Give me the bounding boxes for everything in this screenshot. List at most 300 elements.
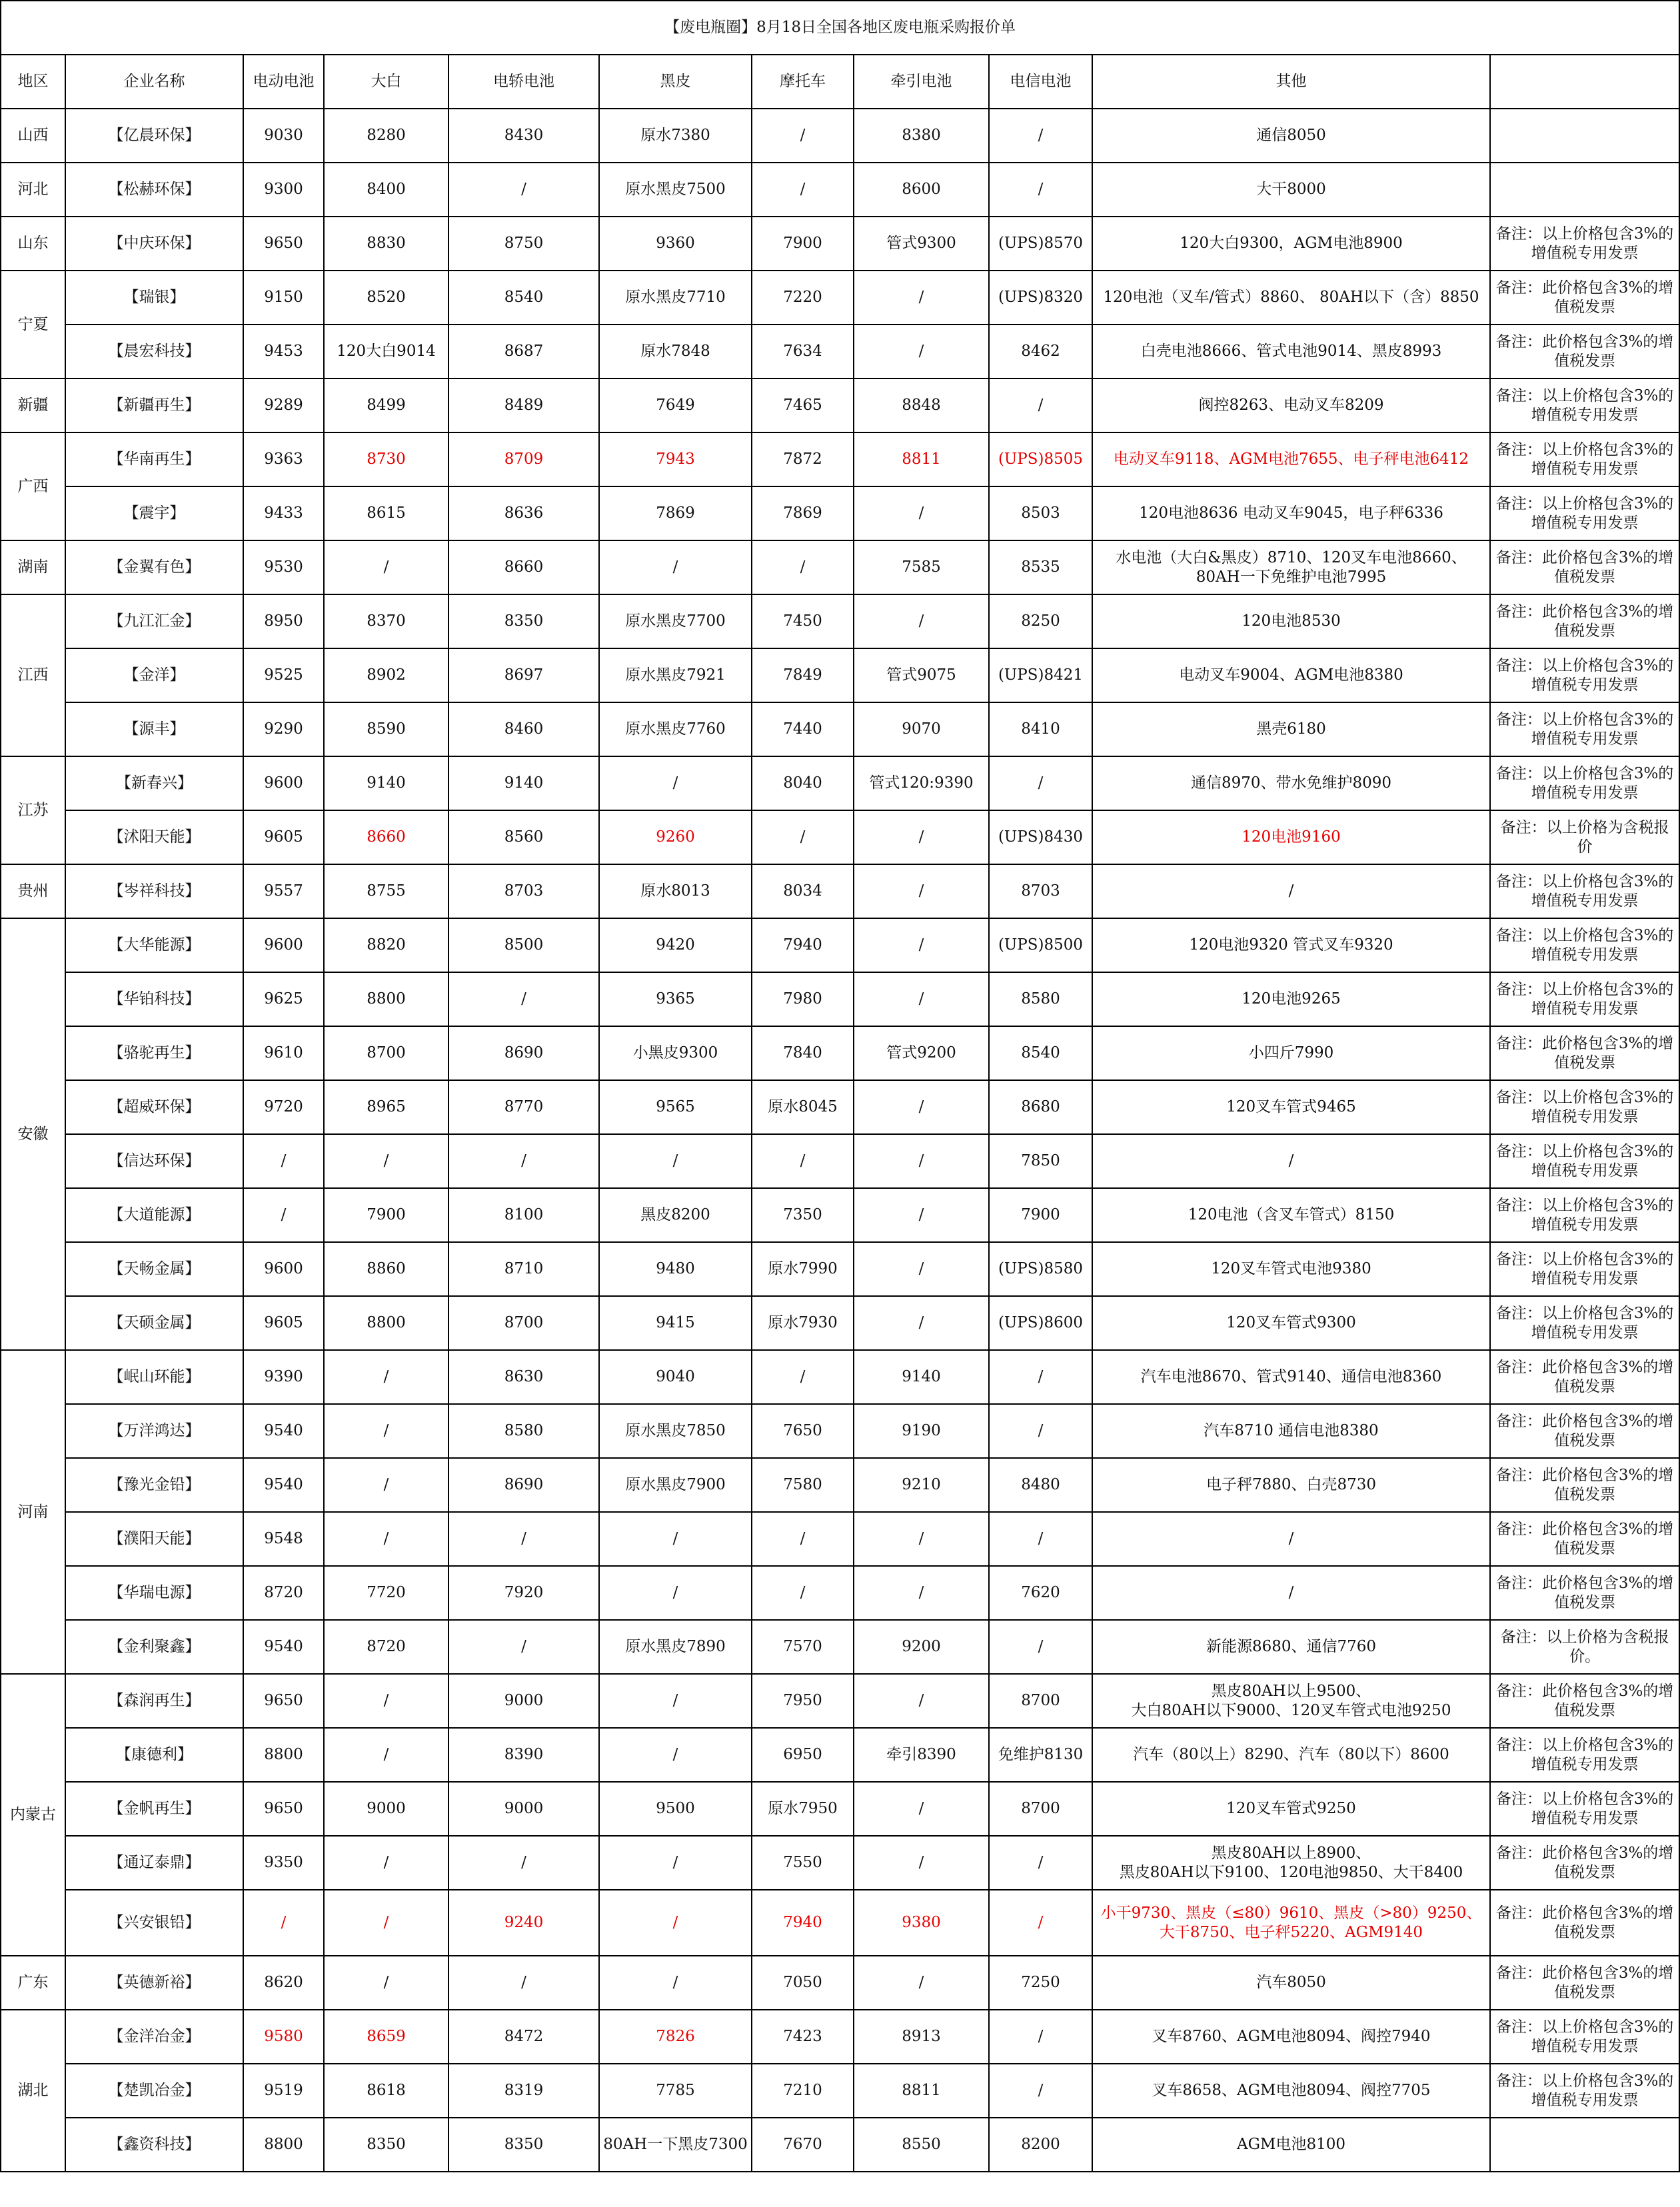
table-row	[1, 1188, 1679, 1242]
price-cell-telecom: (UPS)8421	[989, 648, 1092, 702]
price-cell-traction: 9380	[854, 1890, 989, 1956]
price-cell-traction: 9200	[854, 1620, 989, 1674]
price-cell-heipi: /	[599, 1512, 752, 1566]
price-cell-car-battery: 8489	[448, 378, 599, 432]
note-cell: 备注：以上价格包含3%的增值税专用发票	[1490, 1296, 1679, 1350]
note-cell: 备注：以上价格包含3%的增值税专用发票	[1490, 432, 1679, 486]
price-cell-car-battery: 8500	[448, 918, 599, 972]
note-cell: 备注：以上价格包含3%的增值税专用发票	[1490, 217, 1679, 271]
price-cell-car-battery: 7920	[448, 1566, 599, 1620]
company-name-cell: 【超威环保】	[65, 1080, 243, 1134]
note-cell: 备注：此价格包含3%的增值税发票	[1490, 1566, 1679, 1620]
price-cell-other: 120电池（叉车/管式）8860、 80AH以下（含）8850	[1092, 271, 1490, 325]
price-cell-motorcycle: 8040	[752, 756, 854, 810]
price-cell-motorcycle: /	[752, 163, 854, 217]
price-cell-ev-battery: 9605	[243, 1296, 324, 1350]
table-row	[1, 1350, 1679, 1404]
company-name-cell: 【亿晨环保】	[65, 109, 243, 163]
region-cell: 安徽	[1, 918, 65, 1350]
price-cell-other: AGM电池8100	[1092, 2118, 1490, 2172]
price-cell-heipi: 9480	[599, 1242, 752, 1296]
price-cell-telecom: /	[989, 1350, 1092, 1404]
company-name-cell: 【鑫资科技】	[65, 2118, 243, 2172]
company-name-cell: 【濮阳天能】	[65, 1512, 243, 1566]
company-name-cell: 【华南再生】	[65, 432, 243, 486]
price-cell-other: 黑壳6180	[1092, 702, 1490, 756]
note-cell: 备注：以上价格包含3%的增值税专用发票	[1490, 2010, 1679, 2064]
note-cell: 备注：以上价格包含3%的增值税专用发票	[1490, 648, 1679, 702]
price-cell-telecom: /	[989, 1620, 1092, 1674]
price-cell-heipi: 原水7848	[599, 325, 752, 378]
price-cell-heipi: 9365	[599, 972, 752, 1026]
price-cell-telecom: 8462	[989, 325, 1092, 378]
table-row	[1, 1620, 1679, 1674]
price-cell-car-battery: 8540	[448, 271, 599, 325]
note-cell: 备注：以上价格包含3%的增值税专用发票	[1490, 2064, 1679, 2118]
note-cell: 备注：以上价格包含3%的增值税专用发票	[1490, 1080, 1679, 1134]
price-cell-traction: /	[854, 1566, 989, 1620]
price-cell-car-battery: /	[448, 1512, 599, 1566]
price-cell-traction: /	[854, 972, 989, 1026]
price-cell-heipi: 7649	[599, 378, 752, 432]
company-name-cell: 【英德新裕】	[65, 1956, 243, 2010]
price-cell-motorcycle: 6950	[752, 1728, 854, 1782]
company-name-cell: 【瑞银】	[65, 271, 243, 325]
note-cell: 备注：此价格包含3%的增值税发票	[1490, 1350, 1679, 1404]
price-cell-telecom: 8480	[989, 1458, 1092, 1512]
company-name-cell: 【骆驼再生】	[65, 1026, 243, 1080]
price-cell-telecom: /	[989, 1890, 1092, 1956]
note-cell: 备注：以上价格包含3%的增值税专用发票	[1490, 1188, 1679, 1242]
price-cell-ev-battery: 9540	[243, 1404, 324, 1458]
price-cell-ev-battery: 9519	[243, 2064, 324, 2118]
table-row	[1, 540, 1679, 594]
note-cell: 备注：以上价格包含3%的增值税专用发票	[1490, 918, 1679, 972]
note-cell: 备注：此价格包含3%的增值税发票	[1490, 1512, 1679, 1566]
price-cell-dabai: /	[324, 1728, 448, 1782]
price-cell-motorcycle: 7940	[752, 918, 854, 972]
price-cell-heipi: 原水黑皮7921	[599, 648, 752, 702]
price-cell-traction: 管式9200	[854, 1026, 989, 1080]
price-cell-other: 120电池8530	[1092, 594, 1490, 648]
price-cell-heipi: 原水7380	[599, 109, 752, 163]
price-cell-ev-battery: 9453	[243, 325, 324, 378]
price-cell-motorcycle: 原水8045	[752, 1080, 854, 1134]
company-name-cell: 【晨宏科技】	[65, 325, 243, 378]
price-cell-ev-battery: 9625	[243, 972, 324, 1026]
price-cell-heipi: 7785	[599, 2064, 752, 2118]
price-cell-traction: 9190	[854, 1404, 989, 1458]
price-cell-heipi: /	[599, 1836, 752, 1890]
price-cell-dabai: 8700	[324, 1026, 448, 1080]
price-cell-dabai: 8520	[324, 271, 448, 325]
price-cell-car-battery: 8660	[448, 540, 599, 594]
price-cell-ev-battery: 9433	[243, 486, 324, 540]
price-cell-motorcycle: 7550	[752, 1836, 854, 1890]
region-cell: 广西	[1, 432, 65, 540]
price-cell-other: 通信8050	[1092, 109, 1490, 163]
price-cell-other: 120叉车管式9300	[1092, 1296, 1490, 1350]
price-cell-car-battery: 8690	[448, 1026, 599, 1080]
price-cell-heipi: 9360	[599, 217, 752, 271]
price-cell-other: 120叉车管式9465	[1092, 1080, 1490, 1134]
note-cell: 备注：以上价格包含3%的增值税专用发票	[1490, 378, 1679, 432]
table-row	[1, 756, 1679, 810]
price-cell-heipi: 80AH一下黑皮7300	[599, 2118, 752, 2172]
price-cell-motorcycle: 7423	[752, 2010, 854, 2064]
price-cell-telecom: /	[989, 163, 1092, 217]
price-cell-motorcycle: 7570	[752, 1620, 854, 1674]
price-cell-motorcycle: 8034	[752, 864, 854, 918]
price-cell-telecom: /	[989, 2010, 1092, 2064]
price-cell-heipi: 原水黑皮7700	[599, 594, 752, 648]
price-cell-car-battery: 8430	[448, 109, 599, 163]
table-row	[1, 1566, 1679, 1620]
price-cell-other: 汽车8710 通信电池8380	[1092, 1404, 1490, 1458]
price-cell-telecom: (UPS)8430	[989, 810, 1092, 864]
price-cell-dabai: 8350	[324, 2118, 448, 2172]
col-header-other: 其他	[1092, 55, 1490, 109]
price-cell-car-battery: 8580	[448, 1404, 599, 1458]
price-cell-ev-battery: /	[243, 1890, 324, 1956]
price-cell-traction: 管式9075	[854, 648, 989, 702]
price-cell-ev-battery: 9350	[243, 1836, 324, 1890]
price-cell-heipi: /	[599, 1134, 752, 1188]
price-cell-traction: 管式9300	[854, 217, 989, 271]
price-cell-car-battery: 8100	[448, 1188, 599, 1242]
company-name-cell: 【信达环保】	[65, 1134, 243, 1188]
price-cell-heipi: 7826	[599, 2010, 752, 2064]
price-cell-motorcycle: 7869	[752, 486, 854, 540]
note-cell: 备注：以上价格包含3%的增值税专用发票	[1490, 864, 1679, 918]
price-cell-telecom: /	[989, 756, 1092, 810]
company-name-cell: 【大道能源】	[65, 1188, 243, 1242]
note-cell: 备注：此价格包含3%的增值税发票	[1490, 1026, 1679, 1080]
col-header-telecom: 电信电池	[989, 55, 1092, 109]
price-cell-motorcycle: 原水7990	[752, 1242, 854, 1296]
price-cell-heipi: /	[599, 540, 752, 594]
price-cell-car-battery: /	[448, 163, 599, 217]
price-cell-dabai: 7900	[324, 1188, 448, 1242]
price-cell-car-battery: 8636	[448, 486, 599, 540]
price-cell-telecom: 7250	[989, 1956, 1092, 2010]
price-cell-dabai: 7720	[324, 1566, 448, 1620]
table-row	[1, 163, 1679, 217]
price-cell-motorcycle: 7840	[752, 1026, 854, 1080]
table-row	[1, 1458, 1679, 1512]
price-cell-dabai: /	[324, 1134, 448, 1188]
price-cell-traction: /	[854, 1836, 989, 1890]
price-cell-traction: 8600	[854, 163, 989, 217]
price-cell-other: 汽车（80以上）8290、汽车（80以下）8600	[1092, 1728, 1490, 1782]
price-cell-car-battery: /	[448, 1956, 599, 2010]
company-name-cell: 【金洋】	[65, 648, 243, 702]
price-cell-traction: /	[854, 325, 989, 378]
price-cell-motorcycle: 7872	[752, 432, 854, 486]
price-cell-telecom: (UPS)8580	[989, 1242, 1092, 1296]
note-cell: 备注：此价格包含3%的增值税发票	[1490, 1674, 1679, 1728]
table-row	[1, 1836, 1679, 1890]
price-cell-ev-battery: 8720	[243, 1566, 324, 1620]
price-cell-car-battery: /	[448, 1620, 599, 1674]
price-cell-dabai: 8720	[324, 1620, 448, 1674]
price-cell-traction: /	[854, 1674, 989, 1728]
price-cell-heipi: 原水黑皮7500	[599, 163, 752, 217]
price-cell-dabai: 9140	[324, 756, 448, 810]
price-cell-heipi: /	[599, 1674, 752, 1728]
price-cell-telecom: 8540	[989, 1026, 1092, 1080]
price-cell-ev-battery: 9530	[243, 540, 324, 594]
price-cell-dabai: /	[324, 1350, 448, 1404]
note-cell	[1490, 2118, 1679, 2172]
price-cell-telecom: /	[989, 1512, 1092, 1566]
price-cell-car-battery: 8472	[448, 2010, 599, 2064]
price-cell-motorcycle: 7849	[752, 648, 854, 702]
region-cell: 新疆	[1, 378, 65, 432]
price-cell-other: 小干9730、黑皮（≤80）9610、黑皮（>80）9250、 大干8750、电子秤5220、AGM9140	[1092, 1890, 1490, 1956]
price-cell-car-battery: 8460	[448, 702, 599, 756]
note-cell: 备注：以上价格为含税报价	[1490, 810, 1679, 864]
company-name-cell: 【新疆再生】	[65, 378, 243, 432]
price-cell-car-battery: 8630	[448, 1350, 599, 1404]
price-cell-motorcycle: 7980	[752, 972, 854, 1026]
col-header-motorcycle: 摩托车	[752, 55, 854, 109]
price-cell-traction: /	[854, 1512, 989, 1566]
price-cell-car-battery: 8350	[448, 2118, 599, 2172]
price-cell-dabai: 8660	[324, 810, 448, 864]
region-cell: 江苏	[1, 756, 65, 864]
price-cell-other: 黑皮80AH以上9500、 大白80AH以下9000、120叉车管式电池9250	[1092, 1674, 1490, 1728]
price-cell-other: 120电池（含叉车管式）8150	[1092, 1188, 1490, 1242]
price-cell-heipi: 9040	[599, 1350, 752, 1404]
price-cell-dabai: /	[324, 540, 448, 594]
note-cell	[1490, 163, 1679, 217]
price-cell-motorcycle: 7220	[752, 271, 854, 325]
price-cell-other: 黑皮80AH以上8900、 黑皮80AH以下9100、120电池9850、大干8400	[1092, 1836, 1490, 1890]
table-row	[1, 2064, 1679, 2118]
price-cell-car-battery: 8390	[448, 1728, 599, 1782]
price-cell-motorcycle: /	[752, 109, 854, 163]
price-cell-telecom: /	[989, 2064, 1092, 2118]
price-cell-other: 叉车8760、AGM电池8094、阀控7940	[1092, 2010, 1490, 2064]
price-cell-traction: /	[854, 1188, 989, 1242]
price-cell-motorcycle: 7350	[752, 1188, 854, 1242]
price-cell-traction: /	[854, 918, 989, 972]
price-cell-motorcycle: 7900	[752, 217, 854, 271]
price-cell-telecom: 8503	[989, 486, 1092, 540]
region-cell: 贵州	[1, 864, 65, 918]
price-cell-dabai: /	[324, 1674, 448, 1728]
price-cell-car-battery: 8560	[448, 810, 599, 864]
price-cell-dabai: 8965	[324, 1080, 448, 1134]
price-cell-ev-battery: 9557	[243, 864, 324, 918]
note-cell: 备注：以上价格包含3%的增值税专用发票	[1490, 702, 1679, 756]
price-cell-ev-battery: 9540	[243, 1620, 324, 1674]
price-cell-car-battery: /	[448, 1134, 599, 1188]
price-cell-other: 水电池（大白&黑皮）8710、120叉车电池8660、80AH一下免维护电池7995	[1092, 540, 1490, 594]
price-cell-heipi: 原水黑皮7760	[599, 702, 752, 756]
company-name-cell: 【松赫环保】	[65, 163, 243, 217]
price-cell-traction: /	[854, 864, 989, 918]
note-cell: 备注：以上价格包含3%的增值税专用发票	[1490, 1242, 1679, 1296]
price-cell-heipi: 9260	[599, 810, 752, 864]
col-header-dabai: 大白	[324, 55, 448, 109]
price-cell-traction: /	[854, 1134, 989, 1188]
price-cell-motorcycle: 原水7930	[752, 1296, 854, 1350]
price-cell-ev-battery: /	[243, 1188, 324, 1242]
company-name-cell: 【金翼有色】	[65, 540, 243, 594]
price-cell-ev-battery: 9300	[243, 163, 324, 217]
price-cell-traction: 管式120:9390	[854, 756, 989, 810]
price-cell-motorcycle: /	[752, 1566, 854, 1620]
company-name-cell: 【源丰】	[65, 702, 243, 756]
price-cell-motorcycle: /	[752, 810, 854, 864]
price-cell-traction: 9210	[854, 1458, 989, 1512]
region-cell: 山西	[1, 109, 65, 163]
price-cell-dabai: 8590	[324, 702, 448, 756]
price-cell-heipi: 9500	[599, 1782, 752, 1836]
price-cell-ev-battery: 9650	[243, 1782, 324, 1836]
price-cell-dabai: 8902	[324, 648, 448, 702]
price-cell-ev-battery: 9605	[243, 810, 324, 864]
note-cell: 备注：以上价格包含3%的增值税专用发票	[1490, 486, 1679, 540]
price-cell-telecom: (UPS)8570	[989, 217, 1092, 271]
price-cell-motorcycle: 7580	[752, 1458, 854, 1512]
price-cell-car-battery: 8319	[448, 2064, 599, 2118]
company-name-cell: 【通辽泰鼎】	[65, 1836, 243, 1890]
price-cell-ev-battery: 9525	[243, 648, 324, 702]
table-row	[1, 109, 1679, 163]
company-name-cell: 【震宇】	[65, 486, 243, 540]
table-row	[1, 1242, 1679, 1296]
price-cell-car-battery: 8709	[448, 432, 599, 486]
price-cell-ev-battery: 9650	[243, 1674, 324, 1728]
company-name-cell: 【华瑞电源】	[65, 1566, 243, 1620]
price-cell-heipi: 7869	[599, 486, 752, 540]
table-row	[1, 1080, 1679, 1134]
price-cell-ev-battery: 9150	[243, 271, 324, 325]
price-cell-dabai: 8755	[324, 864, 448, 918]
price-cell-dabai: /	[324, 1404, 448, 1458]
price-cell-traction: /	[854, 1296, 989, 1350]
note-cell: 备注：此价格包含3%的增值税发票	[1490, 1890, 1679, 1956]
price-cell-other: /	[1092, 1134, 1490, 1188]
price-cell-traction: 7585	[854, 540, 989, 594]
price-cell-ev-battery: 9363	[243, 432, 324, 486]
table-row	[1, 972, 1679, 1026]
col-header-company: 企业名称	[65, 55, 243, 109]
company-name-cell: 【新春兴】	[65, 756, 243, 810]
price-cell-telecom: 7900	[989, 1188, 1092, 1242]
price-cell-car-battery: 8687	[448, 325, 599, 378]
price-cell-heipi: 9565	[599, 1080, 752, 1134]
price-cell-traction: /	[854, 1242, 989, 1296]
price-cell-ev-battery: /	[243, 1134, 324, 1188]
note-cell: 备注：此价格包含3%的增值税发票	[1490, 1404, 1679, 1458]
price-cell-telecom: (UPS)8600	[989, 1296, 1092, 1350]
price-cell-dabai: 9000	[324, 1782, 448, 1836]
price-cell-other: 电子秤7880、白壳8730	[1092, 1458, 1490, 1512]
price-cell-telecom: 7620	[989, 1566, 1092, 1620]
price-cell-ev-battery: 9289	[243, 378, 324, 432]
col-header-heipi: 黑皮	[599, 55, 752, 109]
table-row	[1, 1026, 1679, 1080]
price-cell-car-battery: 8700	[448, 1296, 599, 1350]
price-cell-dabai: 8618	[324, 2064, 448, 2118]
price-cell-motorcycle: /	[752, 1350, 854, 1404]
note-cell: 备注：此价格包含3%的增值税发票	[1490, 594, 1679, 648]
price-cell-dabai: 8800	[324, 1296, 448, 1350]
price-cell-traction: 牵引8390	[854, 1728, 989, 1782]
price-cell-car-battery: 9000	[448, 1782, 599, 1836]
price-cell-car-battery: 8690	[448, 1458, 599, 1512]
price-cell-car-battery: /	[448, 1836, 599, 1890]
note-cell: 备注：此价格包含3%的增值税发票	[1490, 271, 1679, 325]
price-cell-heipi: /	[599, 1956, 752, 2010]
col-header-note	[1490, 55, 1679, 109]
price-cell-dabai: 8280	[324, 109, 448, 163]
price-cell-dabai: 8400	[324, 163, 448, 217]
price-cell-dabai: 8730	[324, 432, 448, 486]
price-cell-telecom: /	[989, 1836, 1092, 1890]
price-cell-traction: /	[854, 810, 989, 864]
price-cell-ev-battery: 9600	[243, 1242, 324, 1296]
price-cell-heipi: /	[599, 756, 752, 810]
col-header-region: 地区	[1, 55, 65, 109]
price-cell-ev-battery: 9540	[243, 1458, 324, 1512]
note-cell: 备注：以上价格包含3%的增值税专用发票	[1490, 1728, 1679, 1782]
price-cell-heipi: 小黑皮9300	[599, 1026, 752, 1080]
price-cell-ev-battery: 9720	[243, 1080, 324, 1134]
price-cell-ev-battery: 9610	[243, 1026, 324, 1080]
company-name-cell: 【天畅金属】	[65, 1242, 243, 1296]
price-cell-ev-battery: 9600	[243, 756, 324, 810]
price-cell-dabai: /	[324, 1890, 448, 1956]
company-name-cell: 【岷山环能】	[65, 1350, 243, 1404]
price-cell-ev-battery: 9030	[243, 109, 324, 163]
price-cell-car-battery: 8770	[448, 1080, 599, 1134]
price-cell-traction: /	[854, 1080, 989, 1134]
price-cell-other: /	[1092, 1512, 1490, 1566]
company-name-cell: 【岑祥科技】	[65, 864, 243, 918]
price-cell-motorcycle: /	[752, 540, 854, 594]
price-cell-traction: /	[854, 486, 989, 540]
price-cell-telecom: /	[989, 1404, 1092, 1458]
price-cell-ev-battery: 9548	[243, 1512, 324, 1566]
table-row	[1, 378, 1679, 432]
sheet-title: 【废电瓶圈】8月18日全国各地区废电瓶采购报价单	[1, 1, 1679, 55]
price-cell-dabai: /	[324, 1512, 448, 1566]
price-cell-ev-battery: 9650	[243, 217, 324, 271]
note-cell: 备注：此价格包含3%的增值税发票	[1490, 325, 1679, 378]
price-cell-other: /	[1092, 864, 1490, 918]
table-row	[1, 1296, 1679, 1350]
table-row	[1, 1674, 1679, 1728]
price-cell-motorcycle: 7210	[752, 2064, 854, 2118]
price-cell-telecom: (UPS)8320	[989, 271, 1092, 325]
company-name-cell: 【金利聚鑫】	[65, 1620, 243, 1674]
price-cell-traction: /	[854, 271, 989, 325]
price-cell-other: 白壳电池8666、管式电池9014、黑皮8993	[1092, 325, 1490, 378]
price-cell-ev-battery: 9580	[243, 2010, 324, 2064]
price-cell-traction: 8550	[854, 2118, 989, 2172]
table-row	[1, 1956, 1679, 2010]
price-cell-other: 120电池9265	[1092, 972, 1490, 1026]
note-cell: 备注：此价格包含3%的增值税发票	[1490, 1458, 1679, 1512]
table-row	[1, 486, 1679, 540]
price-cell-motorcycle: 7950	[752, 1674, 854, 1728]
price-cell-dabai: /	[324, 1956, 448, 2010]
